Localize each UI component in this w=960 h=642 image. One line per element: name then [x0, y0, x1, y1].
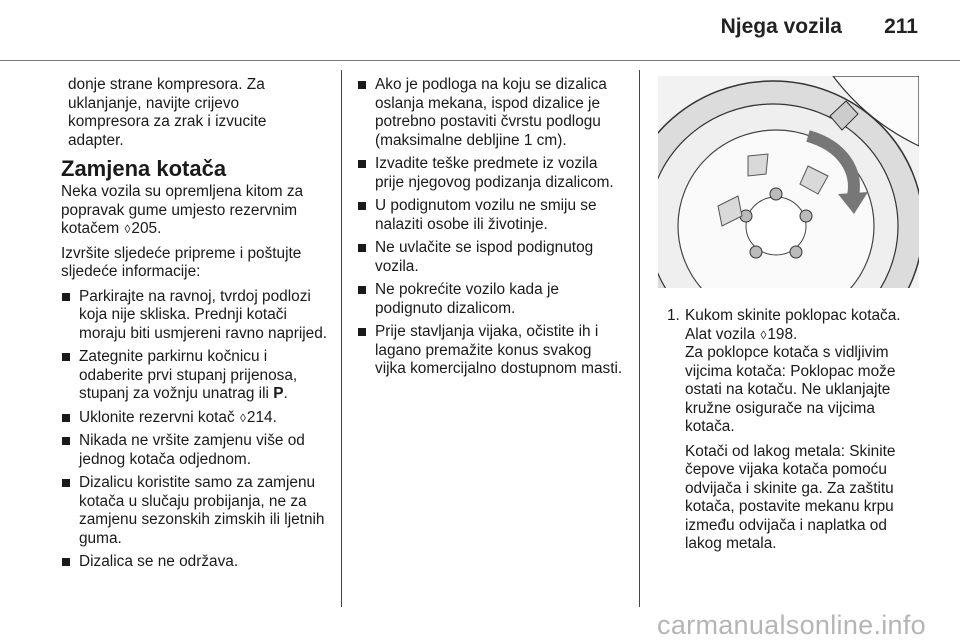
page-reference-icon: ◊ — [239, 410, 246, 425]
list-item: Ako je podloga na koju se dizalica oslanja mekana, ispod dizalice je potrebno postaviti čvrstu podlogu (maksimalne debljine 1 cm). — [357, 76, 625, 150]
list-item: Dizalica se ne održava. — [61, 553, 333, 572]
right-column — [667, 307, 920, 560]
list-item: Nikada ne vršite zamjenu više od jednog kotača odjednom. — [61, 432, 333, 469]
wheel-illustration-svg — [658, 76, 919, 288]
list-item: Parkirajte na ravnoj, tvrdoj podlozi koja nije skliska. Prednji kotači moraju biti usmjereni ravno naprijed. — [61, 288, 333, 344]
bullet-icon — [62, 353, 70, 361]
gear-letter: P — [273, 385, 284, 402]
list-item: Prije stavljanja vijaka, očistite ih i lagano premažite konus svakog vijka komercijalno dostupnom masti. — [357, 323, 625, 379]
section-title: Njega vozila — [720, 15, 842, 38]
step-item: 1. Kukom skinite poklopac kotača. Alat vozila ◊198. Za poklopce kotača s vidljivim vijcima kotača: Poklopac može ostati na kotaču. Ne uklanjajte kružne osigurače na vijcima kotača. Kotači od lakog metala: Skinite čepove vijaka kotača pomoću odvijača i skinite ga. Za zaštitu kotača, postavite mekanu krpu između odvijača i naplatka od lakog metala. — [667, 307, 920, 554]
steps-list — [667, 307, 920, 554]
page-reference-icon: ◊ — [124, 222, 131, 236]
left-column — [61, 76, 333, 577]
bullet-icon — [62, 558, 70, 566]
list-item: Dizalicu koristite samo za zamjenu kotača u slučaju probijanja, ne za zamjenu sezonskih zimskih ili ljetnih guma. — [61, 474, 333, 548]
bullet-icon — [358, 81, 366, 89]
bullet-icon — [358, 244, 366, 252]
page-number: 211 — [884, 15, 918, 38]
list-item: Ne uvlačite se ispod podignutog vozila. — [357, 239, 625, 276]
header-rule — [0, 60, 960, 61]
bullet-icon — [62, 479, 70, 487]
section-heading: Zamjena kotača — [61, 156, 227, 181]
bullet-icon — [62, 293, 70, 301]
safety-list — [357, 76, 625, 379]
list-item: U podignutom vozilu ne smiju se nalaziti osobe ili životinje. — [357, 197, 625, 234]
page-reference-icon: ◊ — [760, 327, 767, 342]
list-item: Zategnite parkirnu kočnicu i odaberite prvi stupanj prijenosa, stupanj za vožnju unatrag ili P. — [61, 348, 333, 404]
step-note-visible-bolts: Za poklopce kotača s vidljivim vijcima kotača: Poklopac može ostati na kotaču. Ne uklanjajte kružne osigurače na vijcima kotača. — [685, 344, 896, 435]
column-divider-2 — [639, 70, 640, 607]
bullet-icon — [358, 328, 366, 336]
page-header — [0, 0, 960, 48]
watermark-logo: carmanualsonline.info — [657, 610, 926, 640]
wheel-cover-illustration — [658, 76, 919, 288]
column-divider-1 — [341, 70, 342, 607]
preparation-list — [61, 288, 333, 572]
bullet-icon — [358, 202, 366, 210]
preparation-paragraph: Izvršite sljedeće pripreme i poštujte sljedeće informacije: — [61, 244, 302, 280]
middle-column — [357, 76, 625, 384]
list-item: Izvadite teške predmete iz vozila prije njegovog podizanja dizalicom. — [357, 155, 625, 192]
list-item: Ne pokrećite vozilo kada je podignuto dizalicom. — [357, 281, 625, 318]
bullet-icon — [62, 437, 70, 445]
bullet-icon — [62, 414, 70, 422]
step-number: 1. — [667, 307, 680, 324]
bullet-icon — [358, 286, 366, 294]
step-note-alloy-wheels: Kotači od lakog metala: Skinite čepove vijaka kotača pomoću odvijača i skinite ga. Za zaštitu kotača, postavite mekanu krpu između odvijača i naplatka od lakog metala. — [685, 442, 896, 552]
intro-paragraph: donje strane kompresora. Za uklanjanje, navijte crijevo kompresora za zrak i izvucite adapter. — [68, 76, 267, 149]
list-item: Uklonite rezervni kotač ◊214. — [61, 409, 333, 428]
kit-paragraph: Neka vozila su opremljena kitom za popravak gume umjesto rezervnim kotačem ◊205. — [61, 183, 304, 237]
bullet-icon — [358, 160, 366, 168]
